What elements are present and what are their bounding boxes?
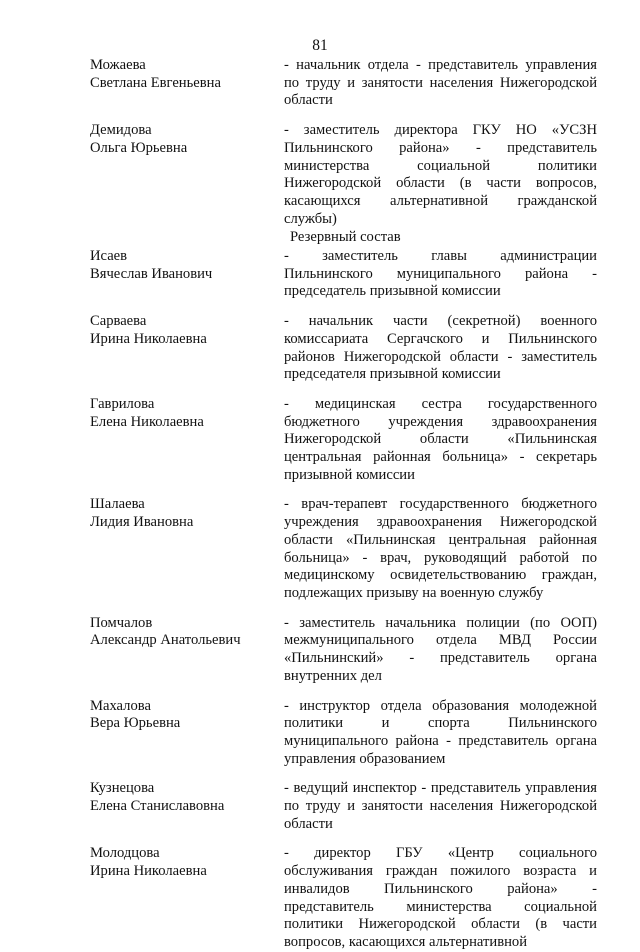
member-role: - начальник отдела - представитель управления по труду и занятости населения Нижегородской области: [284, 57, 597, 109]
member-entry: [0, 248, 640, 301]
member-name: [0, 845, 286, 880]
member-given-names: Ирина Николаевна: [90, 330, 207, 347]
member-surname: Сарваева: [90, 313, 147, 330]
member-role: - инструктор отдела образования молодежной политики и спорта Пильнинского муниципального района - представитель органа управления образованием: [284, 697, 597, 767]
member-surname: Махалова: [90, 697, 151, 714]
member-surname: Можаева: [90, 57, 146, 73]
member-surname: Помчалов: [90, 614, 153, 631]
commission-list: [0, 57, 640, 952]
member-given-names: Александр Анатольевич: [90, 632, 241, 649]
member-name: [0, 57, 286, 92]
member-given-names: Вячеслав Иванович: [90, 265, 213, 282]
member-name: [0, 698, 286, 733]
member-name: [0, 313, 286, 348]
member-given-names: Вера Юрьевна: [90, 715, 181, 732]
member-surname: Исаев: [90, 248, 128, 265]
member-surname: Демидова: [90, 122, 152, 139]
member-surname: Кузнецова: [90, 780, 155, 797]
member-entry: [0, 396, 640, 485]
member-entry: [0, 496, 640, 602]
member-given-names: Светлана Евгеньевна: [90, 74, 221, 91]
member-given-names: Елена Станиславовна: [90, 798, 225, 815]
member-surname: Гаврилова: [90, 395, 155, 412]
member-entry: [0, 313, 640, 384]
member-role: - директор ГБУ «Центр социального обслуживания граждан пожилого возраста и инвалидов Пильнинского района» - представитель министерства социальной политики Нижегородской области (в части вопросов, касающихся альтернативной: [284, 845, 597, 950]
member-given-names: Лидия Ивановна: [90, 514, 194, 531]
reserve-heading: Резервный состав: [290, 229, 401, 246]
member-name: [0, 780, 286, 815]
member-role: - заместитель директора ГКУ НО «УСЗН Пильнинского района» - представитель министерства социальной политики Нижегородской области (в части вопросов, касающихся альтернативной гражданской службы): [284, 122, 597, 227]
member-role: - врач-терапевт государственного бюджетного учреждения здравоохранения Нижегородской области «Пильнинская центральная районная больница» - врач, руководящий работой по медицинскому освидетельствованию граждан, подлежащих призыву на военную службу: [284, 496, 597, 601]
member-entry: [0, 845, 640, 951]
member-role: - начальник части (секретной) военного комиссариата Сергачского и Пильнинского районов Нижегородской области - заместитель председателя призывной комиссии: [284, 313, 597, 383]
member-entry: [0, 122, 640, 228]
member-name: [0, 396, 286, 431]
member-entry: [0, 698, 640, 769]
member-entry: [0, 57, 640, 110]
member-entry: [0, 780, 640, 833]
member-surname: Молодцова: [90, 845, 160, 862]
member-given-names: Ирина Николаевна: [90, 863, 207, 880]
page-number: 81: [312, 37, 328, 54]
member-given-names: Елена Николаевна: [90, 413, 204, 430]
member-surname: Шалаева: [90, 496, 145, 513]
member-given-names: Ольга Юрьевна: [90, 139, 188, 156]
member-name: [0, 248, 286, 283]
member-role: - медицинская сестра государственного бюджетного учреждения здравоохранения Нижегородской области «Пильнинская центральная районная больница» - секретарь призывной комиссии: [284, 395, 597, 483]
member-role: - заместитель начальника полиции (по ООП) межмуниципального отдела МВД России «Пильнинский» - представитель органа внутренних дел: [284, 614, 597, 684]
member-name: [0, 496, 286, 531]
member-entry: [0, 615, 640, 686]
member-name: [0, 615, 286, 650]
member-name: [0, 122, 286, 157]
member-role: - ведущий инспектор - представитель управления по труду и занятости населения Нижегородской области: [284, 780, 597, 832]
member-role: - заместитель главы администрации Пильнинского муниципального района - председатель призывной комиссии: [284, 248, 597, 300]
